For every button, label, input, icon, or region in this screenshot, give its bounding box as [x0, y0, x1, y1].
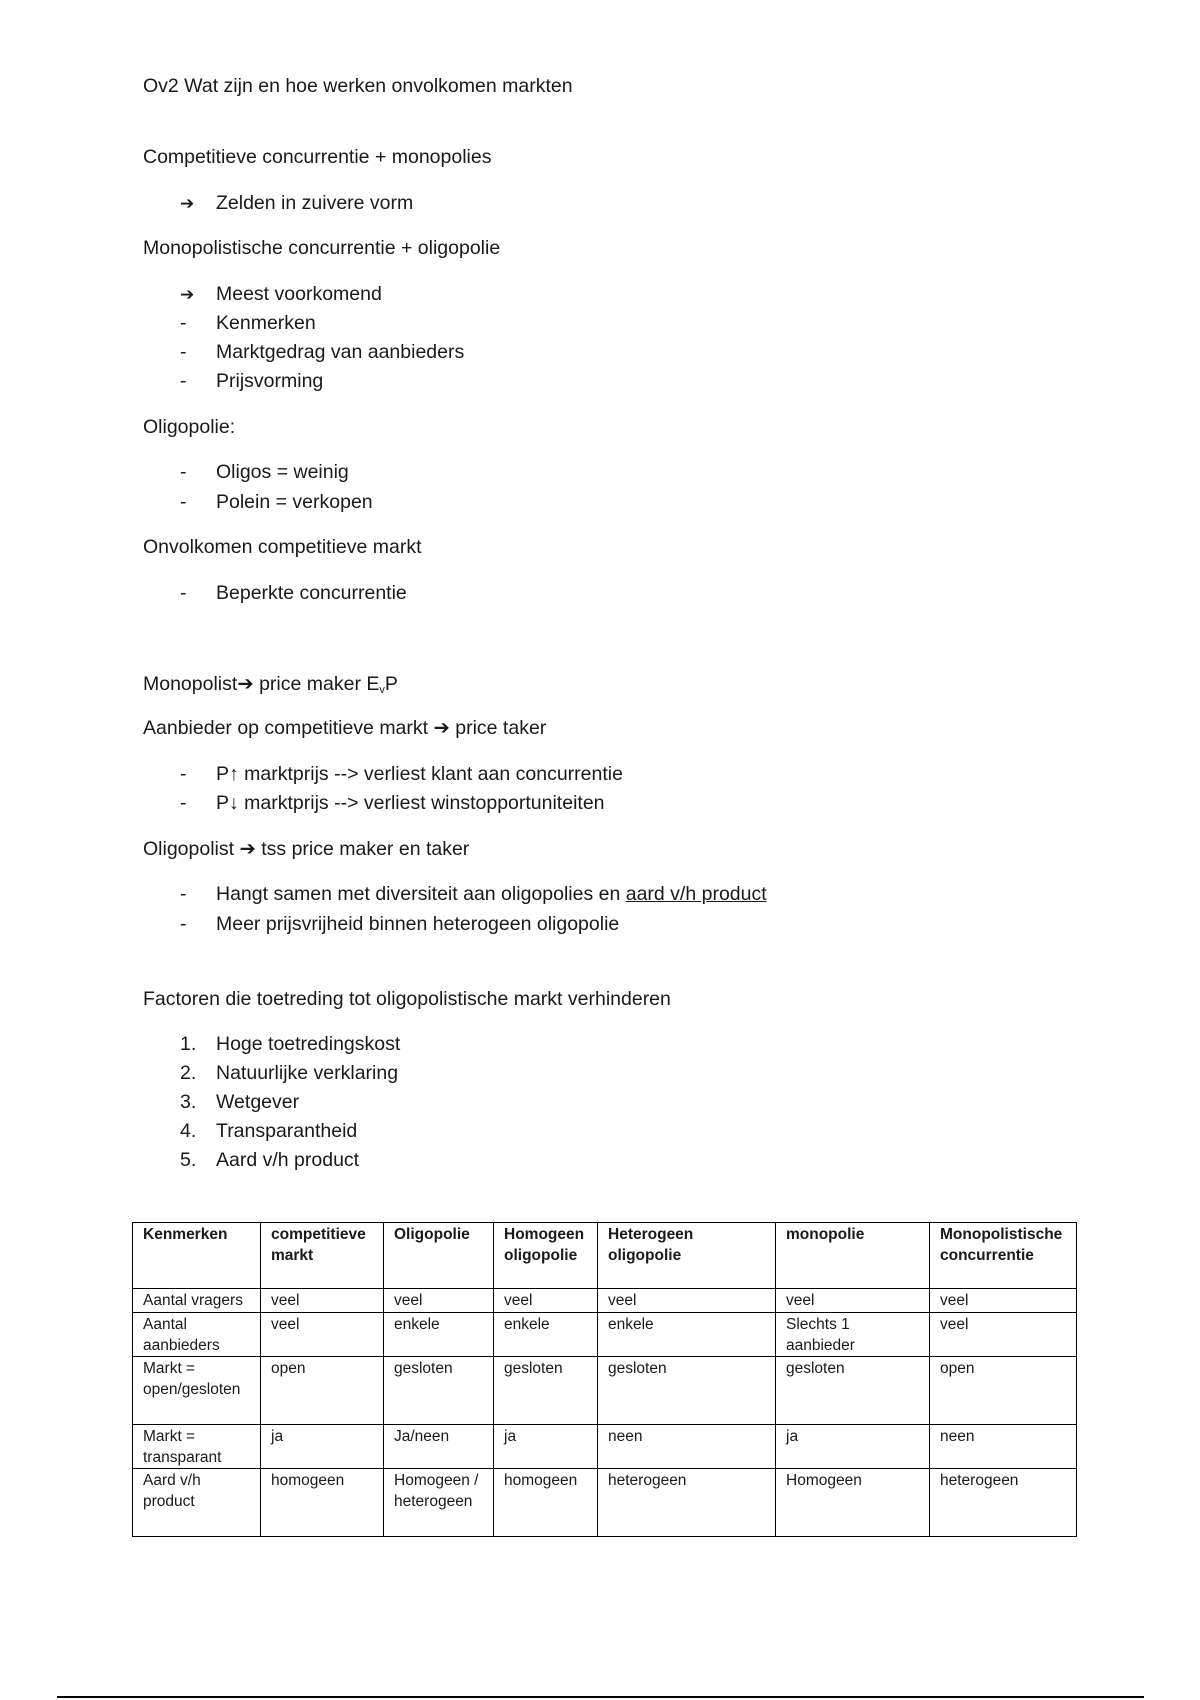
arrow-icon: ➔: [180, 285, 195, 304]
column-header: Homogeen oligopolie: [494, 1223, 598, 1289]
comparison-table: [132, 1222, 1077, 1537]
section-heading: Factoren die toetreding tot oligopolistische markt verhinderen: [143, 988, 671, 1010]
section-heading: Onvolkomen competitieve markt: [143, 536, 422, 558]
column-header: monopolie: [776, 1223, 930, 1289]
section-heading: Oligopolie:: [143, 416, 236, 438]
bullet-dash: -: [180, 341, 187, 363]
table-cell: homogeen: [494, 1469, 598, 1537]
table-cell: veel: [930, 1289, 1077, 1313]
list-item: - Hangt samen met diversiteit aan oligopolies en aard v/h product: [180, 883, 767, 905]
list-item: - Kenmerken: [180, 312, 316, 334]
column-header: Monopolistische concurrentie: [930, 1223, 1077, 1289]
list-item: - Oligos = weinig: [180, 461, 349, 483]
table-cell: veel: [598, 1289, 776, 1313]
table-cell: enkele: [384, 1313, 494, 1357]
monopolist-line: Monopolist➔ price maker $E_vP$: [143, 673, 398, 696]
arrow-icon: ➔: [239, 838, 256, 860]
table-cell: heterogeen: [930, 1469, 1077, 1537]
table-cell: Aantal aanbieders: [133, 1313, 261, 1357]
numbered-item: 3. Wetgever: [180, 1091, 300, 1113]
table-row: [133, 1357, 1077, 1425]
table-cell: ja: [776, 1425, 930, 1469]
numbered-item: 4. Transparantheid: [180, 1120, 358, 1142]
table-cell: Homogeen: [776, 1469, 930, 1537]
table-cell: Homogeen / heterogeen: [384, 1469, 494, 1537]
table-cell: open: [930, 1357, 1077, 1425]
table-cell: Ja/neen: [384, 1425, 494, 1469]
column-header: Heterogeen oligopolie: [598, 1223, 776, 1289]
table-row: [133, 1469, 1077, 1537]
bullet-dash: -: [180, 763, 187, 785]
arrow-icon: ➔: [433, 717, 450, 739]
section-heading: Competitieve concurrentie + monopolies: [143, 146, 492, 168]
list-item: - Polein = verkopen: [180, 491, 373, 513]
bullet-dash: -: [180, 461, 187, 483]
table-cell: homogeen: [261, 1469, 384, 1537]
bullet-dash: -: [180, 792, 187, 814]
table-cell: ja: [261, 1425, 384, 1469]
underlined-text: aard v/h product: [625, 883, 767, 905]
arrow-icon: ➔: [180, 194, 195, 213]
table-row: [133, 1289, 1077, 1313]
column-header: Kenmerken: [133, 1223, 261, 1289]
table-cell: gesloten: [494, 1357, 598, 1425]
table-row: [133, 1425, 1077, 1469]
table-cell: gesloten: [598, 1357, 776, 1425]
numbered-item: 5. Aard v/h product: [180, 1149, 360, 1171]
table-cell: veel: [261, 1289, 384, 1313]
list-item: - Prijsvorming: [180, 370, 324, 392]
table-cell: heterogeen: [598, 1469, 776, 1537]
table-header-row: [133, 1223, 1077, 1289]
table-cell: veel: [776, 1289, 930, 1313]
column-header: Oligopolie: [384, 1223, 494, 1289]
list-item: - Marktgedrag van aanbieders: [180, 341, 465, 363]
list-item: - P↑ marktprijs --> verliest klant aan concurrentie: [180, 763, 623, 785]
table-cell: Aantal vragers: [133, 1289, 261, 1313]
table-cell: veel: [494, 1289, 598, 1313]
column-header: competitieve markt: [261, 1223, 384, 1289]
table-cell: neen: [598, 1425, 776, 1469]
page-bottom-rule: [57, 1696, 1144, 1698]
list-item: - Beperkte concurrentie: [180, 582, 407, 604]
table-cell: neen: [930, 1425, 1077, 1469]
table-cell: gesloten: [384, 1357, 494, 1425]
aanbieder-line: Aanbieder op competitieve markt ➔ price taker: [143, 717, 547, 739]
table-row: [133, 1313, 1077, 1357]
table-cell: Aard v/h product: [133, 1469, 261, 1537]
list-item: - Meer prijsvrijheid binnen heterogeen oligopolie: [180, 913, 620, 935]
bullet-dash: -: [180, 312, 187, 334]
list-item: ➔ Meest voorkomend: [180, 283, 382, 305]
table-cell: ja: [494, 1425, 598, 1469]
table-cell: enkele: [494, 1313, 598, 1357]
numbered-item: 1. Hoge toetredingskost: [180, 1033, 401, 1055]
bullet-dash: -: [180, 913, 187, 935]
table-cell: veel: [930, 1313, 1077, 1357]
table-cell: gesloten: [776, 1357, 930, 1425]
list-item: ➔ Zelden in zuivere vorm: [180, 192, 414, 214]
arrow-icon: ➔: [237, 673, 254, 695]
table-cell: veel: [384, 1289, 494, 1313]
bullet-dash: -: [180, 582, 187, 604]
table-cell: Slechts 1 aanbieder: [776, 1313, 930, 1357]
list-item: - P↓ marktprijs --> verliest winstopportuniteiten: [180, 792, 605, 814]
bullet-dash: -: [180, 370, 187, 392]
numbered-item: 2. Natuurlijke verklaring: [180, 1062, 399, 1084]
table-cell: Markt = transparant: [133, 1425, 261, 1469]
table-cell: Markt = open/gesloten: [133, 1357, 261, 1425]
table-cell: open: [261, 1357, 384, 1425]
bullet-dash: -: [180, 491, 187, 513]
table-cell: enkele: [598, 1313, 776, 1357]
section-heading: Monopolistische concurrentie + oligopolie: [143, 237, 501, 259]
bullet-dash: -: [180, 883, 187, 905]
table-cell: veel: [261, 1313, 384, 1357]
page-title: Ov2 Wat zijn en hoe werken onvolkomen markten: [143, 75, 573, 97]
oligopolist-line: Oligopolist ➔ tss price maker en taker: [143, 838, 470, 860]
